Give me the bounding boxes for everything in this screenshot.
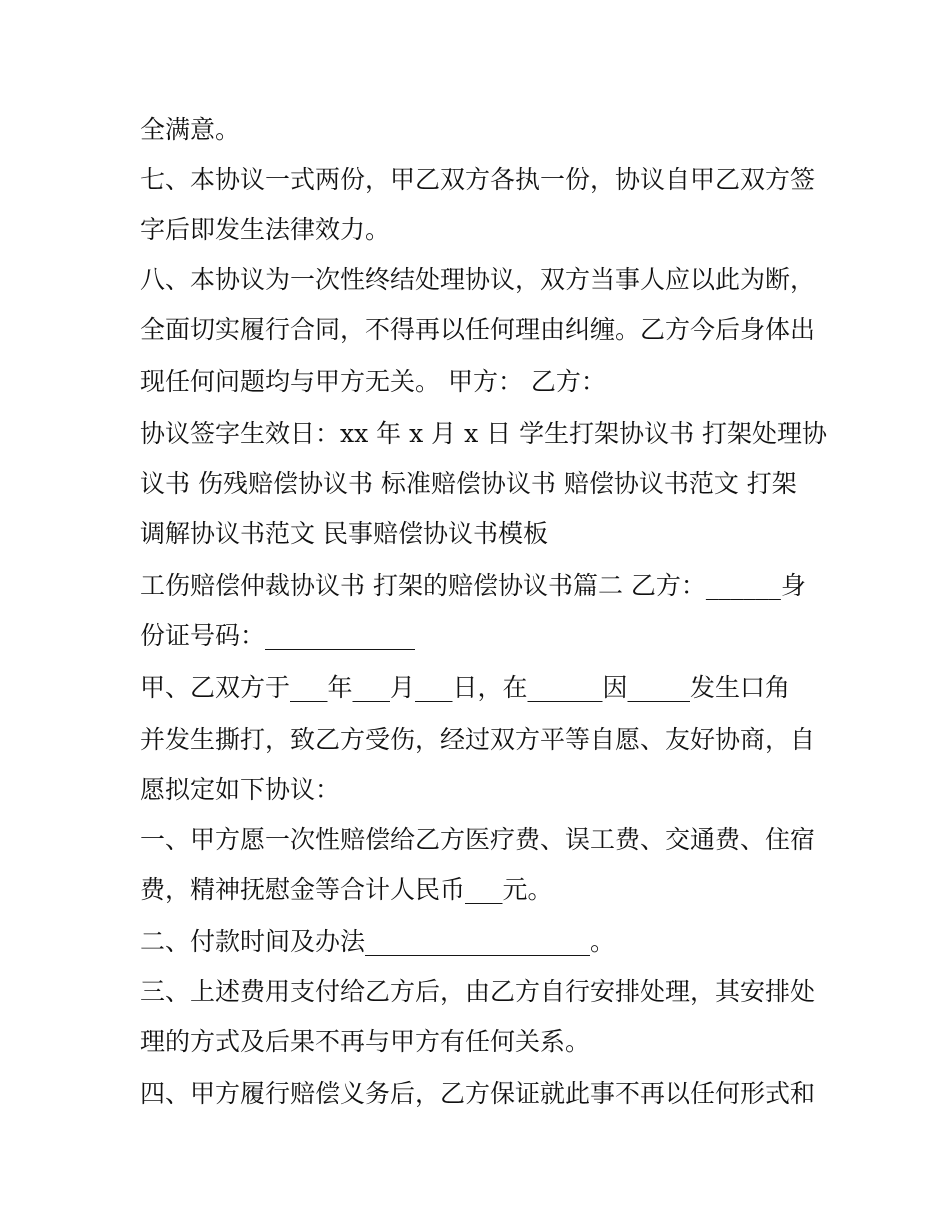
text-line: 份证号码：____________	[140, 621, 416, 650]
text-line: 二、付款时间及办法__________________。	[140, 927, 616, 956]
text-line: 四、甲方履行赔偿义务后，乙方保证就此事不再以任何形式和	[140, 1079, 816, 1108]
text-line: 现任何问题均与甲方无关。 甲方： 乙方：	[140, 367, 606, 396]
text-line: 一、甲方愿一次性赔偿给乙方医疗费、误工费、交通费、住宿	[140, 825, 816, 854]
text-line: 理的方式及后果不再与甲方有任何关系。	[140, 1027, 591, 1056]
text-line: 愿拟定如下协议：	[140, 775, 341, 804]
text-line: 工伤赔偿仲裁协议书 打架的赔偿协议书篇二 乙方：______身	[140, 571, 806, 600]
text-line: 全面切实履行合同，不得再以任何理由纠缠。乙方今后身体出	[140, 315, 816, 344]
text-line: 全满意。	[140, 115, 241, 144]
text-line: 协议签字生效日：xx 年 x 月 x 日 学生打架协议书 打架处理协	[140, 419, 828, 448]
text-line: 并发生撕打，致乙方受伤，经过双方平等自愿、友好协商，自	[140, 725, 816, 754]
text-line: 字后即发生法律效力。	[140, 215, 391, 244]
text-line: 八、本协议为一次性终结处理协议，双方当事人应以此为断，	[140, 265, 816, 294]
text-line: 七、本协议一式两份，甲乙双方各执一份，协议自甲乙双方签	[140, 165, 816, 194]
text-line: 甲、乙双方于___年___月___日，在______因_____发生口角	[140, 673, 791, 702]
text-line: 议书 伤残赔偿协议书 标准赔偿协议书 赔偿协议书范文 打架	[140, 469, 797, 498]
text-line: 三、上述费用支付给乙方后，由乙方自行安排处理，其安排处	[140, 977, 816, 1006]
text-line: 费，精神抚慰金等合计人民币___元。	[140, 875, 553, 904]
text-line: 调解协议书范文 民事赔偿协议书模板	[140, 519, 548, 548]
